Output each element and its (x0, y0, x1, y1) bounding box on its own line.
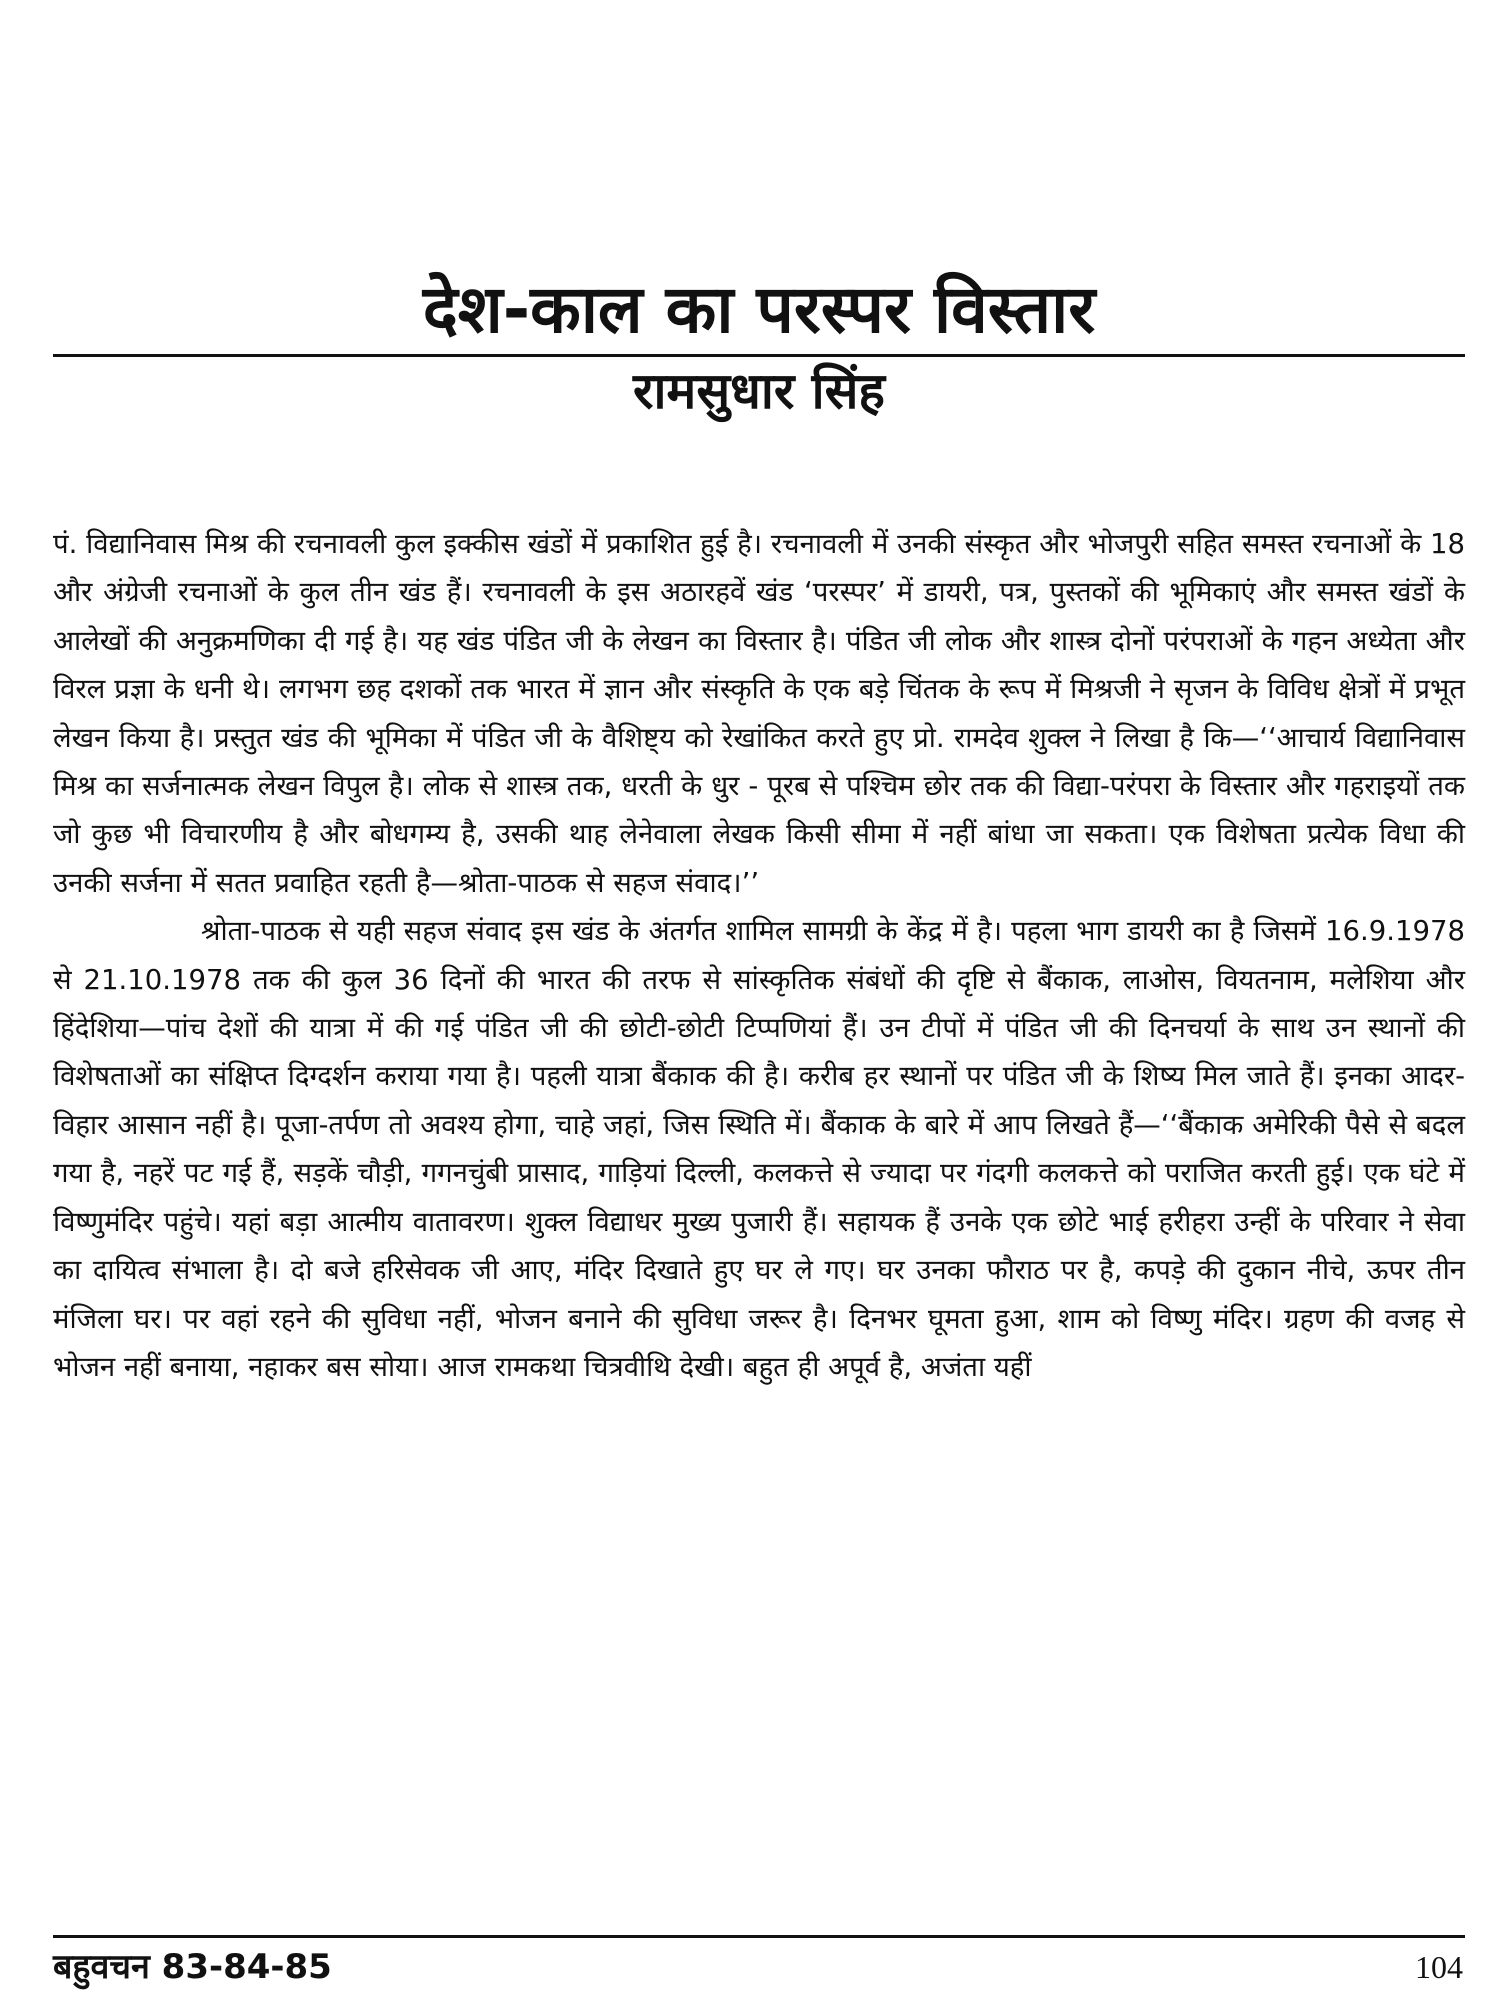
article-title: देश-काल का परस्पर विस्तार (422, 271, 1096, 348)
footer-divider (53, 1935, 1465, 1938)
journal-name: बहुवचन 83-84-85 (53, 1947, 332, 1987)
article-body (53, 520, 1465, 1391)
paragraph-2: श्रोता-पाठक से यही सहज संवाद इस खंड के अंतर्गत शामिल सामग्री के केंद्र में है। पहला भाग डायरी का है जिसमें 16.9.1978 से 21.10.1978 तक की कुल 36 दिनों की भारत की तरफ से सांस्कृतिक संबंधों की दृष्टि से बैंकाक, लाओस, वियतनाम, मलेशिया और हिंदेशिया—पांच देशों की यात्रा में की गई पंडित जी की छोटी-छोटी टिप्पणियां हैं। उन टीपों में पंडित जी की दिनचर्या के साथ उन स्थानों की विशेषताओं का संक्षिप्त दिग्दर्शन कराया गया है। पहली यात्रा बैंकाक की है। करीब हर स्थानों पर पंडित जी के शिष्य मिल जाते हैं। इनका आदर-विहार आसान नहीं है। पूजा-तर्पण तो अवश्य होगा, चाहे जहां, जिस स्थिति में। बैंकाक के बारे में आप लिखते हैं—‘‘बैंकाक अमेरिकी पैसे से बदल गया है, नहरें पट गई हैं, सड़कें चौड़ी, गगनचुंबी प्रासाद, गाड़ियां दिल्ली, कलकत्ते से ज्यादा पर गंदगी कलकत्ते को पराजित करती हुई। एक घंटे में विष्णुमंदिर पहुंचे। यहां बड़ा आत्मीय वातावरण। शुक्ल विद्याधर मुख्य पुजारी हैं। सहायक हैं उनके एक छोटे भाई हरीहरा उन्हीं के परिवार ने सेवा का दायित्व संभाला है। दो बजे हरिसेवक जी आए, मंदिर दिखाते हुए घर ले गए। घर उनका फौराठ पर है, कपड़े की दुकान नीचे, ऊपर तीन मंजिला घर। पर वहां रहने की सुविधा नहीं, भोजन बनाने की सुविधा जरूर है। दिनभर घूमता हुआ, शाम को विष्णु मंदिर। ग्रहण की वजह से भोजन नहीं बनाया, नहाकर बस सोया। आज रामकथा चित्रवीथि देखी। बहुत ही अपूर्व है, अजंता यहीं (53, 915, 1465, 1383)
title-divider (53, 354, 1465, 357)
paragraph-1: पं. विद्यानिवास मिश्र की रचनावली कुल इक्कीस खंडों में प्रकाशित हुई है। रचनावली में उनकी संस्कृत और भोजपुरी सहित समस्त रचनाओं के 18 और अंग्रेजी रचनाओं के कुल तीन खंड हैं। रचनावली के इस अठारहवें खंड ‘परस्पर’ में डायरी, पत्र, पुस्तकों की भूमिकाएं और समस्त खंडों के आलेखों की अनुक्रमणिका दी गई है। यह खंड पंडित जी के लेखन का विस्तार है। पंडित जी लोक और शास्त्र दोनों परंपराओं के गहन अध्येता और विरल प्रज्ञा के धनी थे। लगभग छह दशकों तक भारत में ज्ञान और संस्कृति के एक बड़े चिंतक के रूप में मिश्रजी ने सृजन के विविध क्षेत्रों में प्रभूत लेखन किया है। प्रस्तुत खंड की भूमिका में पंडित जी के वैशिष्ट्य को रेखांकित करते हुए प्रो. रामदेव शुक्ल ने लिखा है कि—‘‘आचार्य विद्यानिवास मिश्र का सर्जनात्मक लेखन विपुल है। लोक से शास्त्र तक, धरती के धुर - पूरब से पश्चिम छोर तक की विद्या-परंपरा के विस्तार और गहराइयों तक जो कुछ भी विचारणीय है और बोधगम्य है, उसकी थाह लेनेवाला लेखक किसी सीमा में नहीं बांधा जा सकता। एक विशेषता प्रत्येक विधा की उनकी सर्जना में सतत प्रवाहित रहती है—श्रोता-पाठक से सहज संवाद।’’ (53, 528, 1465, 899)
page-number: 104 (1415, 1949, 1463, 1985)
article-author: रामसुधार सिंह (633, 362, 885, 420)
